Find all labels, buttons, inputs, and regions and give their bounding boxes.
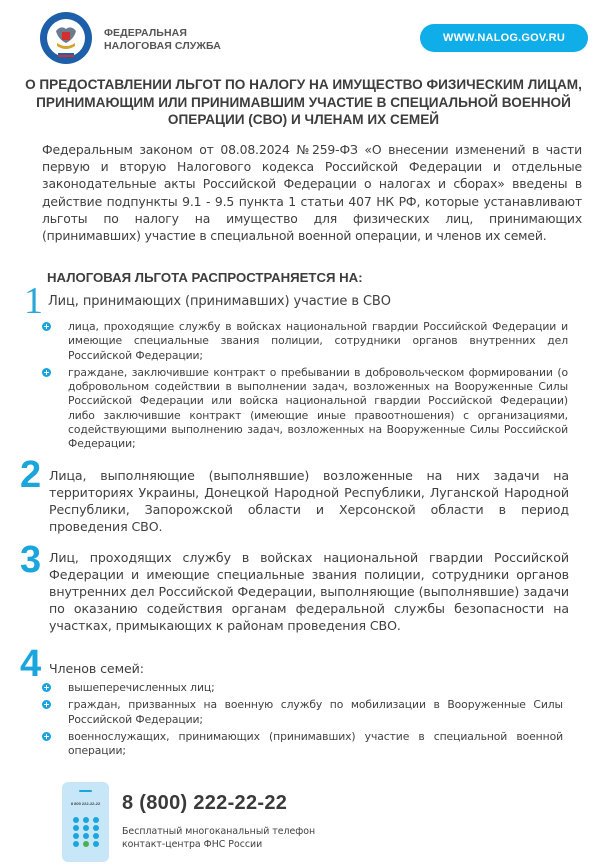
list-item-text: лица, проходящие службу в войсках национальной гвардии Российской Федерации и имеющие специальные звания полиции, сотрудники органов внутренних дел Российской Федерации; [68, 320, 568, 362]
phone-speaker [79, 790, 92, 792]
header [0, 0, 607, 70]
plus-bullet-icon [42, 732, 51, 741]
keypad-dot [73, 841, 79, 847]
keypad-dot [83, 833, 89, 839]
item-number-3: 3 [20, 539, 42, 581]
org-name-line1: ФЕДЕРАЛЬНАЯ [104, 27, 187, 39]
hotline-description [122, 825, 315, 851]
keypad-dot [83, 817, 89, 823]
keypad-dot [83, 825, 89, 831]
hotline-description-line2: контакт-центра ФНС России [122, 839, 263, 850]
list-item [40, 320, 568, 363]
keypad-dot [73, 833, 79, 839]
plus-bullet-icon [42, 683, 51, 692]
list-item-text: военнослужащих, принимающих (принимавших) участие в специальной военной операции; [68, 729, 563, 758]
keypad-dot [73, 817, 79, 823]
item-number-4: 4 [20, 643, 42, 685]
list-item [40, 698, 563, 727]
keypad-dot [93, 817, 99, 823]
list-item [40, 366, 568, 452]
section-subheading: НАЛОГОВАЯ ЛЬГОТА РАСПРОСТРАНЯЕТСЯ НА: [47, 270, 363, 285]
list-item-text: граждан, призванных на военную службу по мобилизации в Вооруженные Силы Российской Федерации; [68, 698, 563, 726]
list-item [40, 681, 563, 695]
hotline-description-line1: Бесплатный многоканальный телефон [122, 826, 316, 837]
item-heading-3: Лиц, проходящих службу в войсках национальной гвардии Российской Федерации и имеющие специальные звания полиции, сотрудники органов внутренних дел Российской Федерации, выполняющие (выполнявшие) задачи по оказанию содействия органам федеральной службы безопасности на участках, примыкающих к районам проведения СВО. [49, 550, 569, 633]
keypad-dot [93, 825, 99, 831]
page-title: О ПРЕДОСТАВЛЕНИИ ЛЬГОТ ПО НАЛОГУ НА ИМУЩЕСТВО ФИЗИЧЕСКИМ ЛИЦАМ, ПРИНИМАЮЩИМ ИЛИ ПРИНИМАВШИМ УЧАСТИЕ В СПЕЦИАЛЬНОЙ ВОЕННОЙ ОПЕРАЦИИ (СВО) И ЧЛЕНАМ ИХ СЕМЕЙ [25, 77, 582, 127]
keypad-dot [93, 841, 99, 847]
phone-keypad [73, 817, 100, 847]
plus-bullet-icon [42, 322, 51, 331]
item-1-bullet-list [40, 320, 568, 455]
fns-emblem-icon [39, 11, 93, 65]
item-number-1: 1 [24, 280, 43, 322]
item-4-bullet-list [40, 681, 563, 761]
intro-paragraph: Федеральным законом от 08.08.2024 №259-ФЗ «О внесении изменений в части первую и вторую Налогового кодекса Российской Федерации и отдельные законодательные акты Российской Федерации о налогах и сборах» введены в действие подпункты 9.1 - 9.5 пункта 1 статьи 407 НК РФ, которые устанавливают льготы по налогу на имущество для физических лиц, принимающих (принимавших) участие в специальной военной операции, и членов их семей. [42, 142, 582, 244]
item-heading-1: Лиц, принимающих (принимавших) участие в СВО [48, 294, 391, 309]
smartphone-icon [62, 782, 109, 862]
keypad-dot [73, 825, 79, 831]
hotline-phone-number[interactable]: 8 (800) 222-22-22 [122, 792, 288, 814]
item-number-2: 2 [20, 454, 42, 496]
org-name [104, 27, 221, 53]
plus-bullet-icon [42, 368, 51, 377]
org-name-line2: НАЛОГОВАЯ СЛУЖБА [104, 40, 221, 52]
list-item-text: граждане, заключившие контракт о пребывании в добровольческом формировании (о добровольном содействии в выполнении задач, возложенных на Вооруженные Силы Российской Федерации или войска национальной гвардии Российской Федерации) либо заключившие контракт (имеющие иные правоотношения) с организациями, содействующими выполнению задач, возложенных на Вооруженные Силы Российской Федерации; [68, 365, 568, 451]
item-heading-4: Членов семей: [49, 661, 144, 676]
list-item-text: вышеперечисленных лиц; [68, 681, 215, 694]
list-item [40, 730, 563, 759]
website-link-button[interactable]: WWW.NALOG.GOV.RU [420, 24, 588, 52]
plus-bullet-icon [42, 700, 51, 709]
phone-screen-text: 8 800 222-22-22 [70, 801, 101, 806]
keypad-dot [93, 833, 99, 839]
keypad-dot-green [83, 841, 89, 847]
item-heading-2: Лица, выполняющие (выполнявшие) возложенные на них задачи на территориях Украины, Донецкой Народной Республики, Луганской Народной Республики, Запорожской области и Херсонской области в период проведения СВО. [49, 468, 569, 534]
